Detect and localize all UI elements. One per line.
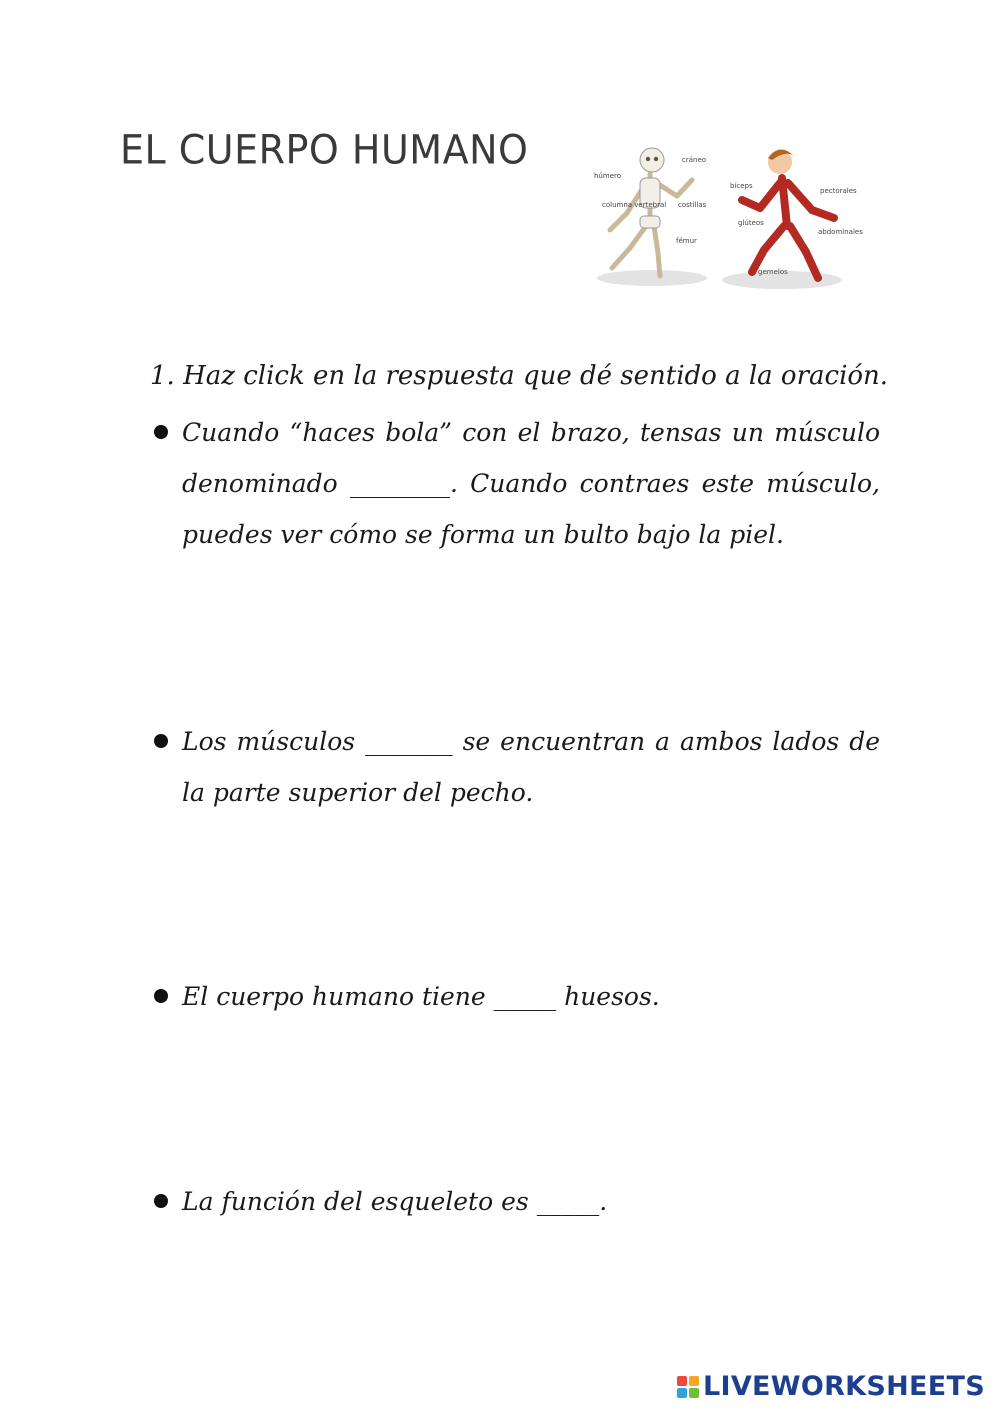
liveworksheets-logo[interactable]: [677, 1371, 985, 1402]
skeleton-and-muscles-image: [582, 138, 874, 296]
question-text: [182, 407, 880, 560]
footer-brand: LIVEWORKSHEETS: [702, 1371, 985, 1402]
question-3: [150, 971, 880, 1022]
question-text-before: Cuando “haces bola” con el brazo, tensas un músculo denominado: [182, 418, 880, 498]
logo-icon: [677, 1376, 699, 1398]
page-title: EL CUERPO HUMANO: [120, 126, 529, 174]
question-text: [182, 1176, 880, 1227]
answer-blank[interactable]: _______: [365, 727, 453, 756]
label-gluteos: glúteos: [738, 219, 764, 227]
answer-blank[interactable]: _____: [493, 982, 557, 1011]
question-text: [182, 716, 880, 818]
question-text: [182, 971, 880, 1022]
question-2: [150, 716, 880, 818]
label-pectorales: pectorales: [820, 187, 857, 195]
question-1: [150, 407, 880, 560]
bullet-icon: [154, 734, 168, 748]
label-biceps: bíceps: [730, 182, 753, 190]
bullet-icon: [154, 425, 168, 439]
instruction: 1. Haz click en la respuesta que dé sentido a la oración.: [150, 361, 889, 391]
question-text-after: . Cuando contraes este músculo, puedes ver cómo se forma un bulto bajo la piel.: [182, 469, 880, 549]
answer-blank[interactable]: ________: [349, 469, 450, 498]
question-text-before: Los músculos: [182, 727, 366, 756]
label-columna: columna vertebral: [602, 201, 667, 209]
label-gemelos: gemelos: [758, 268, 788, 276]
question-text-after: se encuentran a ambos lados de la parte superior del pecho.: [182, 727, 880, 807]
label-costillas: costillas: [678, 201, 707, 209]
bullet-icon: [154, 989, 168, 1003]
question-text-before: La función del esqueleto es: [182, 1187, 537, 1216]
question-text-after: huesos.: [556, 982, 660, 1011]
body-illustration: [582, 138, 874, 296]
question-4: [150, 1176, 880, 1227]
label-humero: húmero: [594, 172, 622, 180]
answer-blank[interactable]: _____: [536, 1187, 600, 1216]
label-femur: fémur: [676, 237, 697, 245]
question-text-after: .: [599, 1187, 608, 1216]
question-text-before: El cuerpo humano tiene: [182, 982, 494, 1011]
label-craneo: cráneo: [682, 156, 707, 164]
bullet-icon: [154, 1194, 168, 1208]
label-abdominales: abdominales: [818, 228, 863, 236]
